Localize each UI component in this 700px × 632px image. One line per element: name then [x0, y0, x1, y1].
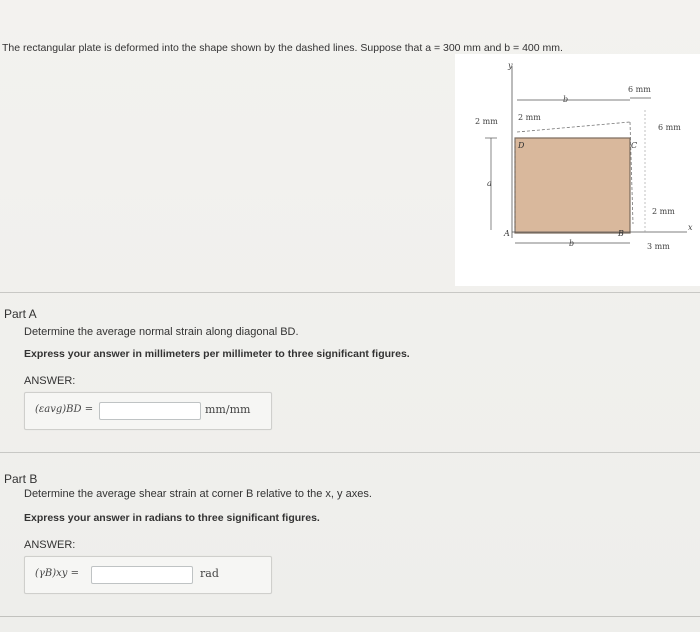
- part-a-label: Part A: [4, 307, 37, 321]
- plate-diagram: [455, 54, 700, 286]
- part-a-answer-label: ANSWER:: [24, 375, 76, 387]
- dim-6mm-right: 6 mm: [658, 123, 681, 132]
- part-b-answer-label: ANSWER:: [24, 539, 76, 551]
- part-a-unit: mm/mm: [205, 403, 251, 416]
- a-dimension-label: a: [487, 179, 492, 188]
- dim-2mm-right: 2 mm: [652, 207, 675, 216]
- divider-bottom: [0, 616, 700, 617]
- part-a-answer-input[interactable]: [99, 402, 201, 420]
- corner-d-label: D: [518, 141, 525, 150]
- part-b-unit: rad: [200, 567, 219, 580]
- y-axis-label: y: [508, 61, 513, 70]
- dim-3mm: 3 mm: [647, 242, 670, 251]
- part-b-instruction: Express your answer in radians to three significant figures.: [24, 512, 320, 524]
- corner-c-label: C: [631, 141, 638, 150]
- part-b-question: Determine the average shear strain at corner B relative to the x, y axes.: [24, 488, 372, 500]
- x-axis-label: x: [688, 223, 693, 232]
- divider-middle: [0, 452, 700, 453]
- part-b-answer-box: [24, 556, 272, 594]
- part-a-answer-box: [24, 392, 272, 430]
- b-bottom-label: b: [569, 239, 575, 248]
- deformation-figure: [455, 54, 700, 286]
- plate-shape: [515, 138, 630, 233]
- dim-2mm-top: 2 mm: [518, 113, 541, 122]
- part-a-instruction: Express your answer in millimeters per millimeter to three significant figures.: [24, 348, 410, 360]
- dim-2mm-left: 2 mm: [475, 117, 498, 126]
- corner-a-label: A: [504, 229, 510, 238]
- corner-b-label: B: [618, 229, 624, 238]
- divider-top: [0, 292, 700, 293]
- part-b-variable: (γB)xy =: [35, 568, 79, 579]
- part-a-question: Determine the average normal strain along diagonal BD.: [24, 326, 299, 338]
- part-b-answer-input[interactable]: [91, 566, 193, 584]
- part-b-label: Part B: [4, 472, 38, 486]
- dim-6mm-top: 6 mm: [628, 85, 651, 94]
- problem-statement: The rectangular plate is deformed into the shape shown by the dashed lines. Suppose that a = 300 mm and b = 400 mm.: [2, 42, 563, 54]
- b-top-label: b: [563, 95, 569, 104]
- part-a-variable: (εavg)BD =: [35, 404, 94, 415]
